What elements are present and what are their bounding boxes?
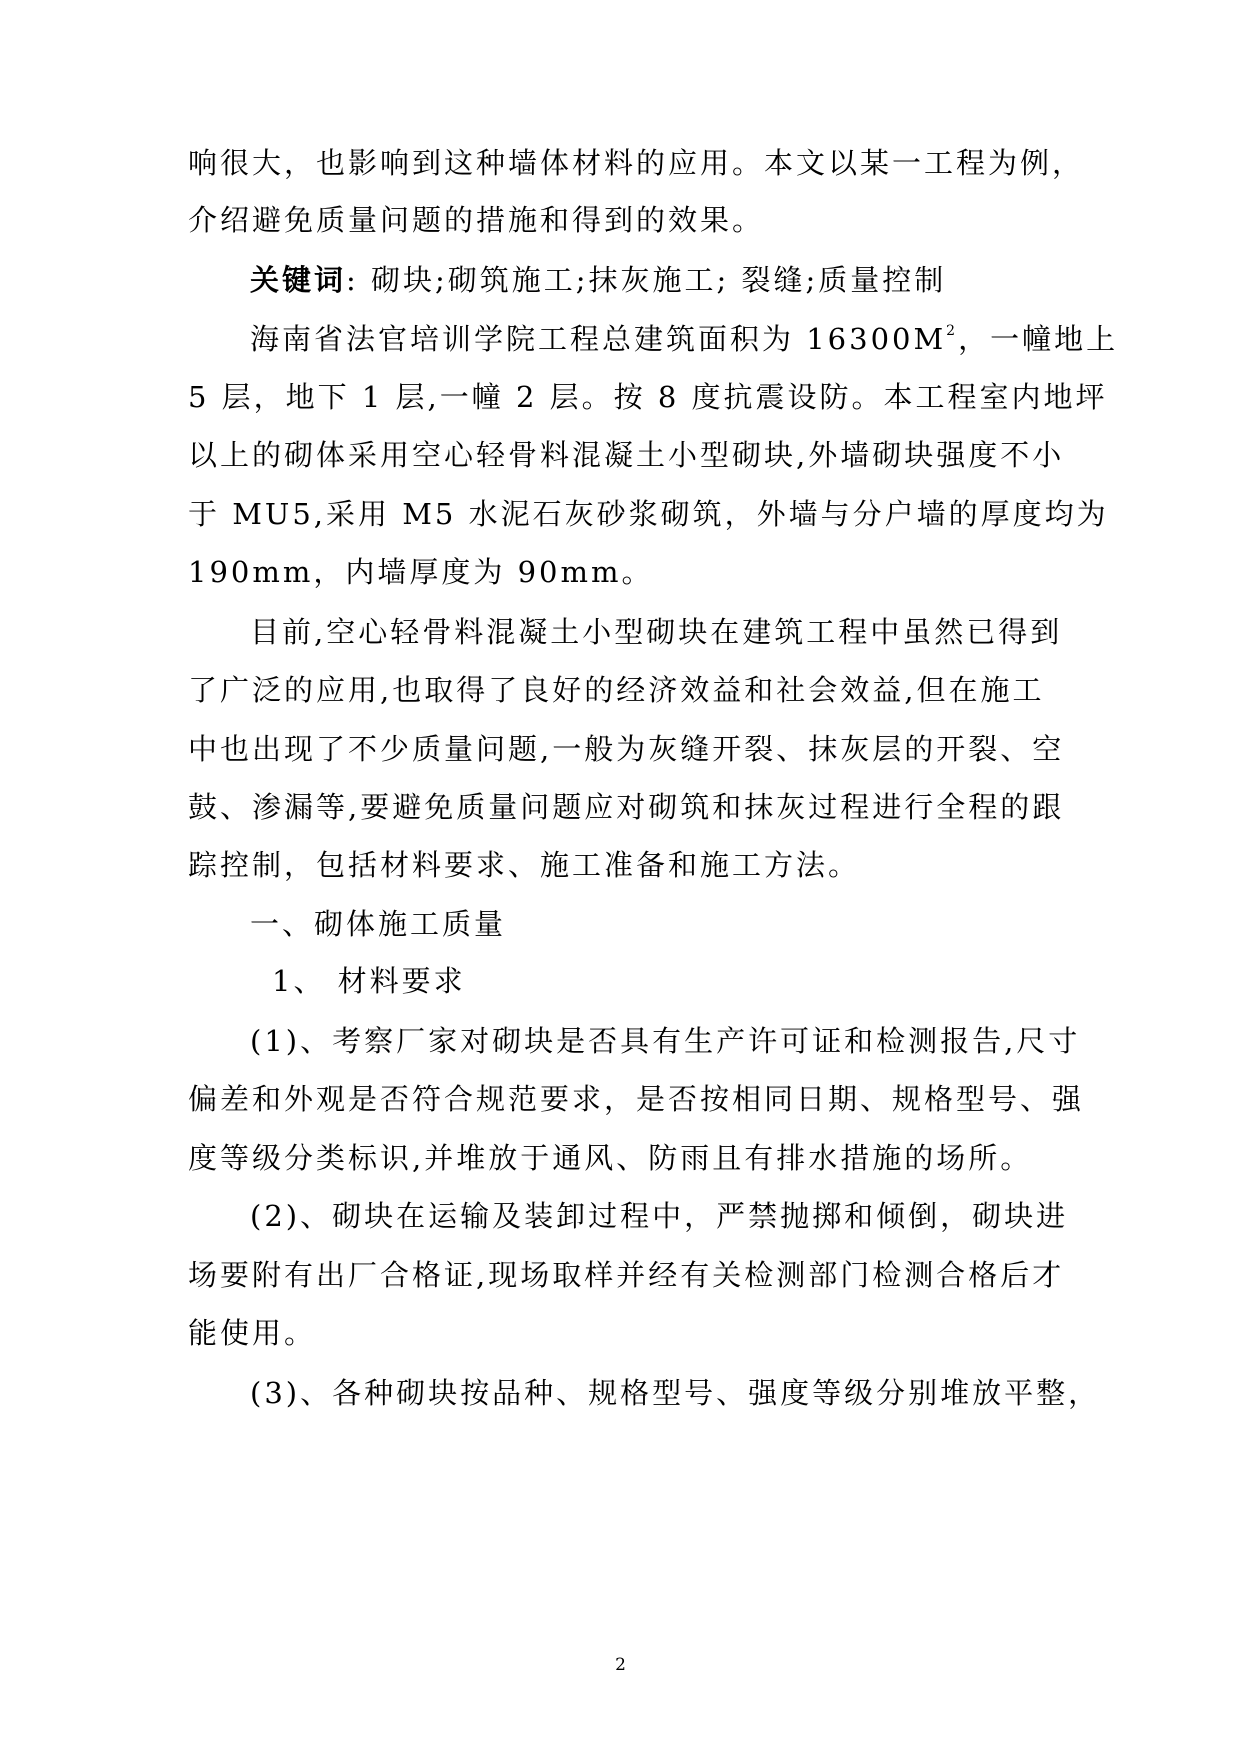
current-paragraph-line: 了广泛的应用,也取得了良好的经济效益和社会效益,但在施工 — [188, 673, 1045, 707]
list-item-line: 能使用。 — [188, 1316, 317, 1350]
list-item-line: (3)、各种砌块按品种、规格型号、强度等级分别堆放平整， — [250, 1376, 1101, 1410]
list-item-line: 度等级分类标识,并堆放于通风、防雨且有排水措施的场所。 — [188, 1141, 1033, 1175]
abstract-line: 响很大，也影响到这种墙体材料的应用。本文以某一工程为例， — [188, 146, 1085, 180]
keywords-label: 关键词 — [250, 263, 347, 297]
project-paragraph-line: 5 层，地下 1 层,一幢 2 层。按 8 度抗震设防。本工程室内地坪 — [188, 380, 1108, 414]
project-paragraph-line — [250, 319, 1118, 359]
current-paragraph-line: 踪控制，包括材料要求、施工准备和施工方法。 — [188, 848, 861, 882]
list-item-line: 偏差和外观是否符合规范要求，是否按相同日期、规格型号、强 — [188, 1082, 1085, 1116]
project-text: 海南省法官培训学院工程总建筑面积为 16300M — [250, 322, 947, 356]
list-item-line: (2)、砌块在运输及装卸过程中，严禁抛掷和倾倒，砌块进 — [250, 1199, 1069, 1233]
project-paragraph-line: 190mm，内墙厚度为 90mm。 — [188, 555, 654, 589]
list-item-line: 场要附有出厂合格证,现场取样并经有关检测部门检测合格后才 — [188, 1258, 1065, 1292]
page-number: 2 — [615, 1655, 626, 1675]
current-paragraph-line: 目前,空心轻骨料混凝土小型砌块在建筑工程中虽然已得到 — [250, 615, 1063, 649]
project-paragraph-line: 于 MU5,采用 M5 水泥石灰砂浆砌筑，外墙与分户墙的厚度均为 — [188, 497, 1109, 531]
current-paragraph-line: 鼓、渗漏等,要避免质量问题应对砌筑和抹灰过程进行全程的跟 — [188, 790, 1065, 824]
project-paragraph-line: 以上的砌体采用空心轻骨料混凝土小型砌块,外墙砌块强度不小 — [188, 438, 1065, 472]
superscript: 2 — [946, 323, 959, 339]
section-heading: 一、砌体施工质量 — [250, 907, 507, 941]
project-text: ，一幢地上 — [958, 322, 1119, 356]
keywords-text: : 砌块;砌筑施工;抹灰施工; 裂缝;质量控制 — [346, 263, 947, 297]
list-item-line: (1)、考察厂家对砌块是否具有生产许可证和检测报告,尺寸 — [250, 1024, 1081, 1058]
keywords-line — [250, 260, 946, 300]
subsection-heading: 1、 材料要求 — [272, 964, 466, 998]
abstract-line: 介绍避免质量问题的措施和得到的效果。 — [188, 203, 765, 237]
current-paragraph-line: 中也出现了不少质量问题,一般为灰缝开裂、抹灰层的开裂、空 — [188, 732, 1065, 766]
